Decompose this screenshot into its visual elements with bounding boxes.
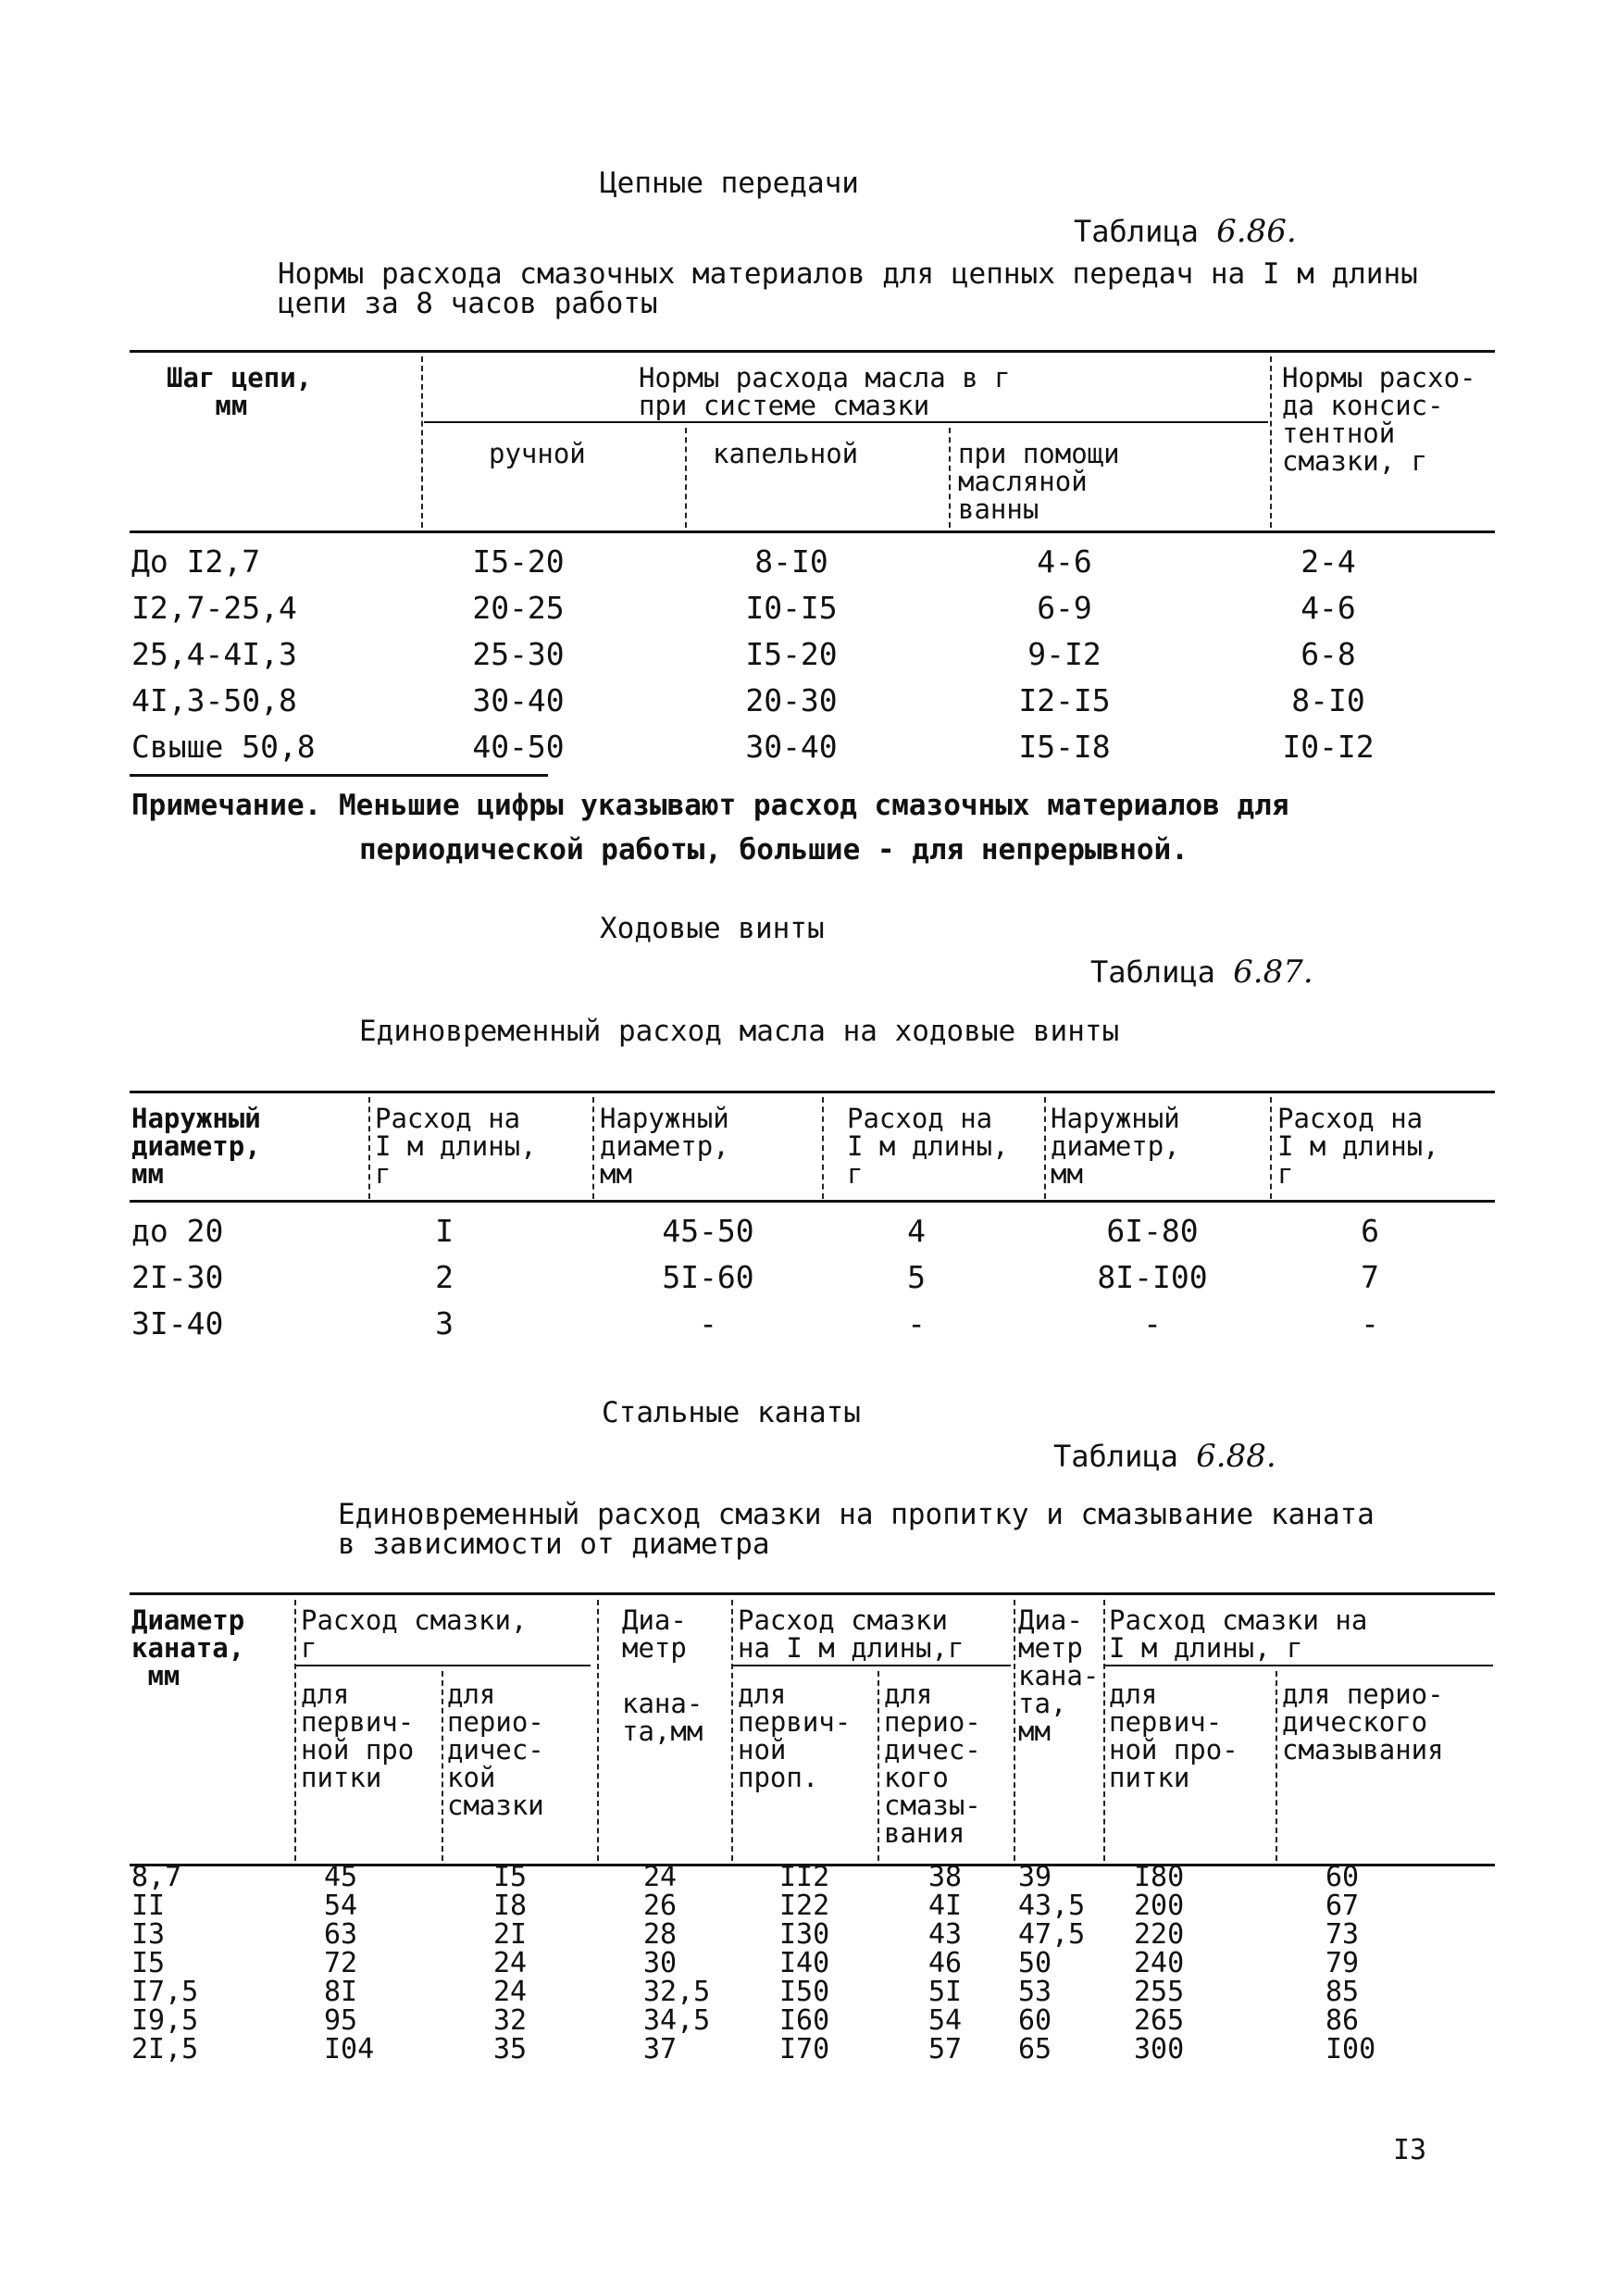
table-cell: -	[1143, 1305, 1162, 1341]
table-cell: 34,5	[643, 2004, 711, 2037]
table-cell: 20-25	[472, 590, 565, 626]
table-cell: 4-6	[1301, 590, 1356, 626]
table-number-3	[1053, 1438, 1276, 1475]
table-cell: 57	[928, 2033, 963, 2065]
table-cell: 6	[1361, 1213, 1379, 1249]
table-cell: 220	[1134, 1918, 1185, 1951]
section-title-ropes: Стальные канаты	[602, 1396, 861, 1429]
table-label: Таблица	[1053, 1439, 1178, 1474]
table-cell: 46	[928, 1947, 963, 1979]
t2-head-diam: Наружный диаметр, мм	[131, 1103, 261, 1190]
table-cell: 2I	[493, 1918, 528, 1951]
table-cell: 47,5	[1018, 1918, 1086, 1951]
table-cell: 240	[1134, 1947, 1185, 1979]
table-cell: 37	[643, 2033, 678, 2065]
t2-head-rate: Расход на I м длины, г	[847, 1103, 1009, 1190]
table-cell: I	[435, 1213, 454, 1249]
table-cell: II	[131, 1890, 166, 1922]
t3-vrule	[1276, 1671, 1277, 1861]
table-cell: I22	[779, 1890, 830, 1922]
table-cell: 45-50	[662, 1213, 754, 1249]
table-cell: 6I-80	[1106, 1213, 1199, 1249]
table-cell: I5-20	[745, 636, 838, 672]
table-cell: 53	[1018, 1976, 1052, 2008]
page-number: I3	[1393, 2134, 1427, 2166]
table-cell: 45	[324, 1861, 358, 1893]
table-cell: 30	[643, 1947, 678, 1979]
table-cell: I5	[493, 1861, 528, 1893]
table-cell: -	[1361, 1305, 1379, 1341]
t3-group-rule	[733, 1665, 1011, 1666]
table-cell: 8I-I00	[1097, 1259, 1208, 1295]
t3-head-group: Расход смазки на I м длины, г	[1109, 1604, 1368, 1664]
t1-vrule	[685, 428, 687, 528]
table2-top-rule	[130, 1091, 1495, 1093]
section-title-chain: Цепные передачи	[600, 167, 859, 200]
table1-note-line2: периодической работы, большие - для непрерывной.	[359, 833, 1189, 867]
table-number-handwritten: 6.88.	[1196, 1438, 1276, 1475]
table-cell: 300	[1134, 2033, 1185, 2065]
t3-head-diam: Диаметр каната, мм	[131, 1604, 245, 1691]
table-cell: 72	[324, 1947, 358, 1979]
table-cell: 2-4	[1301, 543, 1356, 580]
table-cell: 43,5	[1018, 1890, 1086, 1922]
t3-head-sub: для первич- ной проп.	[738, 1678, 852, 1793]
table-cell: 35	[493, 2033, 528, 2065]
t2-vrule	[1044, 1097, 1046, 1199]
table-cell: I2,7-25,4	[131, 590, 297, 626]
table-cell: 265	[1134, 2004, 1185, 2037]
table-cell: 25,4-4I,3	[131, 636, 297, 672]
table-cell: 200	[1134, 1890, 1185, 1922]
table-cell: I04	[324, 2033, 375, 2065]
table-cell: 67	[1326, 1890, 1360, 1922]
t1-head-drip: капельной	[713, 438, 859, 469]
t2-head-rate: Расход на I м длины, г	[375, 1103, 537, 1190]
table-cell: I5-I8	[1018, 729, 1111, 765]
table-cell: 24	[643, 1861, 678, 1893]
table-cell: I00	[1326, 2033, 1376, 2065]
table-cell: 40-50	[472, 729, 565, 765]
table-cell: 6-9	[1037, 590, 1092, 626]
table-cell: 60	[1326, 1861, 1360, 1893]
t3-group-rule	[1104, 1665, 1493, 1666]
table-cell: 86	[1326, 2004, 1360, 2037]
table-cell: -	[699, 1305, 717, 1341]
table-cell: I0-I2	[1282, 729, 1375, 765]
table-cell: 50	[1018, 1947, 1052, 1979]
t3-head-sub: для первич- ной про- питки	[1109, 1678, 1238, 1793]
table-cell: -	[907, 1305, 926, 1341]
table-cell: 63	[324, 1918, 358, 1951]
table-cell: 2I-30	[131, 1259, 224, 1295]
t3-vrule	[1014, 1600, 1015, 1861]
t3-head-diam: Диа- метр кана- та, мм	[1018, 1604, 1100, 1747]
table-caption-3: Единовременный расход смазки на пропитку и смазывание каната в зависимости от диаметра	[338, 1498, 1375, 1561]
table-cell: 2	[435, 1259, 454, 1295]
t3-vrule	[1103, 1600, 1105, 1861]
table-cell: I5-20	[472, 543, 565, 580]
t3-group-rule	[296, 1665, 591, 1666]
table1-top-rule	[130, 350, 1495, 353]
t2-head-rate: Расход на I м длины, г	[1277, 1103, 1439, 1190]
t2-vrule	[822, 1097, 824, 1199]
table-cell: 32,5	[643, 1976, 711, 2008]
table-cell: 7	[1361, 1259, 1379, 1295]
table-number-handwritten: 6.87.	[1233, 954, 1313, 991]
t1-group-rule	[424, 421, 1268, 423]
table-cell: 8-I0	[1291, 682, 1365, 718]
t2-head-diam: Наружный диаметр, мм	[1051, 1103, 1180, 1190]
table-cell: 8I	[324, 1976, 358, 2008]
table-cell: 26	[643, 1890, 678, 1922]
table-caption-2: Единовременный расход масла на ходовые винты	[359, 1015, 1120, 1048]
table-label: Таблица	[1074, 214, 1199, 249]
table-cell: I3	[131, 1918, 166, 1951]
table-cell: 54	[324, 1890, 358, 1922]
table-cell: 5I	[928, 1976, 963, 2008]
table-cell: 9-I2	[1027, 636, 1101, 672]
table-number-handwritten: 6.86.	[1216, 213, 1297, 250]
table2-head-rule	[130, 1200, 1495, 1203]
table-cell: 30-40	[745, 729, 838, 765]
table-cell: 65	[1018, 2033, 1052, 2065]
t1-vrule	[949, 428, 951, 528]
table-cell: 30-40	[472, 682, 565, 718]
table-cell: 95	[324, 2004, 358, 2037]
table-cell: 8,7	[131, 1861, 182, 1893]
table-cell: 85	[1326, 1976, 1360, 2008]
table-cell: 20-30	[745, 682, 838, 718]
table1-note-line1	[131, 783, 1288, 828]
t3-head-diam: Диа- метр кана- та,мм	[622, 1604, 703, 1747]
table-cell: 4-6	[1037, 543, 1092, 580]
t3-head-sub: для перио- дичес- кого смазы- вания	[884, 1678, 981, 1849]
table-cell: 4	[907, 1213, 926, 1249]
table-cell: I50	[779, 1976, 830, 2008]
t3-vrule	[442, 1671, 443, 1861]
t3-head-group: Расход смазки на I м длины,г	[738, 1604, 965, 1664]
table-number-2	[1090, 954, 1313, 991]
table-cell: 24	[493, 1947, 528, 1979]
table1-bottom-rule	[130, 774, 548, 777]
t1-head-grease: Нормы расхо- да консис- тентной смазки, г	[1282, 362, 1476, 477]
table-cell: 255	[1134, 1976, 1185, 2008]
t2-head-diam: Наружный диаметр, мм	[600, 1103, 729, 1190]
note-text: Меньшие цифры указывают расход смазочных материалов для	[338, 789, 1289, 822]
t3-head-group: Расход смазки, г	[301, 1604, 528, 1664]
t1-head-bath: при помощи масляной ванны	[958, 438, 1120, 525]
table-cell: 28	[643, 1918, 678, 1951]
table1-head-rule	[130, 530, 1495, 533]
t1-head-manual: ручной	[489, 438, 586, 469]
table-label: Таблица	[1090, 955, 1215, 990]
table-cell: I30	[779, 1918, 830, 1951]
table-cell: 73	[1326, 1918, 1360, 1951]
table-cell: I2-I5	[1018, 682, 1111, 718]
t3-head-sub: для перио- дического смазывания	[1282, 1678, 1444, 1766]
note-label: Примечание.	[131, 789, 322, 822]
t3-head-sub: для первич- ной про питки	[301, 1678, 415, 1793]
table-cell: 6-8	[1301, 636, 1356, 672]
table-cell: 24	[493, 1976, 528, 2008]
t1-vrule	[1270, 356, 1272, 528]
table-cell: I0-I5	[745, 590, 838, 626]
table-cell: I70	[779, 2033, 830, 2065]
table-cell: 4I,3-50,8	[131, 682, 297, 718]
t3-vrule	[877, 1671, 879, 1861]
table-cell: I40	[779, 1947, 830, 1979]
t3-vrule	[731, 1600, 733, 1861]
t2-vrule	[368, 1097, 370, 1199]
table-number-1	[1074, 213, 1297, 250]
table-cell: I60	[779, 2004, 830, 2037]
table-cell: 32	[493, 2004, 528, 2037]
table-cell: 5	[907, 1259, 926, 1295]
table-cell: I5	[131, 1947, 166, 1979]
table-cell: 3I-40	[131, 1305, 224, 1341]
table-cell: 43	[928, 1918, 963, 1951]
table-cell: I8	[493, 1890, 528, 1922]
t2-vrule	[1270, 1097, 1272, 1199]
table-cell: 8-I0	[754, 543, 828, 580]
table-cell: 39	[1018, 1861, 1052, 1893]
t1-head-group: Нормы расхода масла в г при системе смазки	[639, 362, 1011, 421]
table-cell: 54	[928, 2004, 963, 2037]
t1-head-step: Шаг цепи, мм	[167, 362, 313, 421]
table-cell: 5I-60	[662, 1259, 754, 1295]
section-title-screws: Ходовые винты	[600, 912, 825, 945]
table-cell: 3	[435, 1305, 454, 1341]
t3-vrule	[294, 1600, 296, 1861]
table-cell: I9,5	[131, 2004, 199, 2037]
t1-vrule	[421, 356, 423, 528]
table-cell: 79	[1326, 1947, 1360, 1979]
table-cell: I7,5	[131, 1976, 199, 2008]
table-cell: 25-30	[472, 636, 565, 672]
table-cell: до 20	[131, 1213, 224, 1249]
t2-vrule	[592, 1097, 594, 1199]
table-cell: 2I,5	[131, 2033, 199, 2065]
table-cell: 38	[928, 1861, 963, 1893]
table-cell: До I2,7	[131, 543, 261, 580]
table-cell: I80	[1134, 1861, 1185, 1893]
t3-head-sub: для перио- дичес- кой смазки	[447, 1678, 544, 1821]
t3-vrule	[597, 1600, 599, 1861]
table-cell: 4I	[928, 1890, 963, 1922]
table-cell: Свыше 50,8	[131, 729, 316, 765]
table3-top-rule	[130, 1592, 1495, 1595]
table-caption-1: Нормы расхода смазочных материалов для цепных передач на I м длины цепи за 8 часов работы	[278, 257, 1418, 320]
table-cell: II2	[779, 1861, 830, 1893]
table-cell: 60	[1018, 2004, 1052, 2037]
